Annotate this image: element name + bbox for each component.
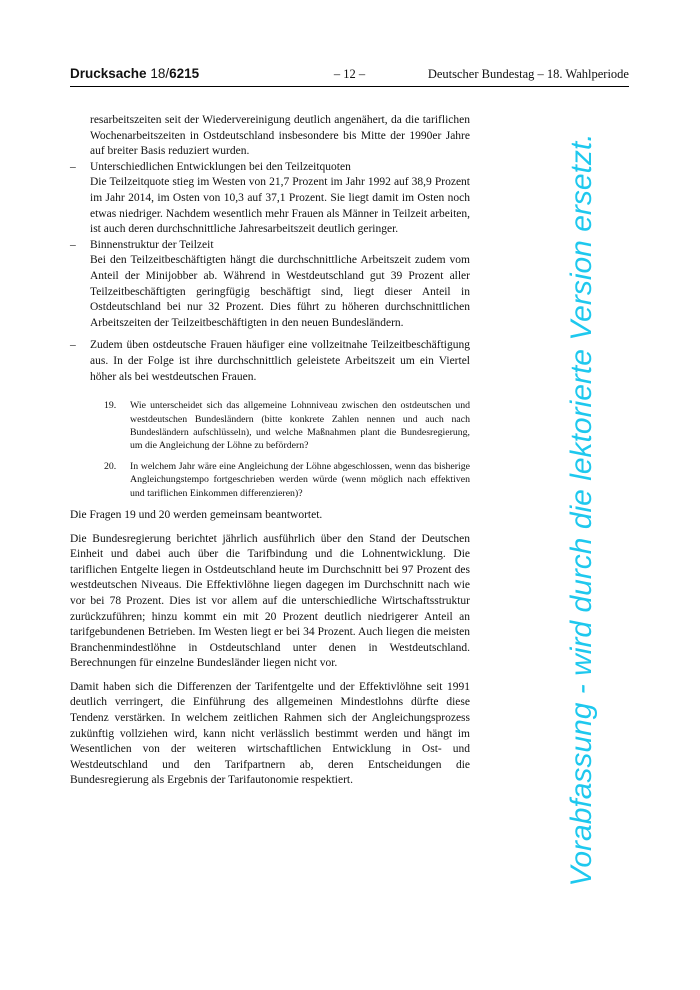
list-item [70, 338, 470, 385]
doc-number-prefix: 18/ [150, 66, 170, 81]
list-item-text: Die Teilzeitquote stieg im Westen von 21,7 Prozent im Jahr 1992 auf 38,9 Prozent im Jahr 2014, im Osten von 10,3 auf 37,1 Prozent. Sie liegt damit im Osten noch etwas niedriger. Nachdem wesentlich mehr Frauen als Männer in Teilzeit arbeiten, ist auch deren durchschnittliche Jahresarbeitszeit deutlich geringer. [90, 176, 470, 236]
answer-intro: Die Fragen 19 und 20 werden gemeinsam beantwortet. [70, 508, 323, 521]
doc-label: Drucksache [70, 66, 147, 81]
question-number: 19. [104, 400, 117, 412]
dash-bullet: – [70, 160, 76, 173]
list-item [70, 160, 470, 238]
question-text: Wie unterscheidet sich das allgemeine Lohnniveau zwischen den ostdeutschen und westdeutschen Bundesländern (bitte konkrete Zahlen nennen und auch nach Bundesländern aufschlüsseln), und welche Maßnahmen plant die Bundesregierung, um die Angleichung der Löhne zu befördern? [130, 400, 470, 452]
doc-number: 6215 [169, 66, 200, 81]
intro-continuation: resarbeitszeiten seit der Wiedervereinigung deutlich angenähert, da die tariflichen Wochenarbeitszeiten in Ostdeutschland insbesondere bis Mitte der 1990er Jahre auf breiter Basis reduziert wurden. [90, 114, 470, 158]
list-item-title: Unterschiedlichen Entwicklungen bei den Teilzeitquoten [90, 160, 351, 173]
questions-block [104, 399, 470, 500]
draft-watermark: Vorabfassung - wird durch die lektorierte Version ersetzt. [565, 133, 598, 887]
dash-bullet: – [70, 238, 76, 251]
question [104, 460, 470, 500]
question-number: 20. [104, 460, 117, 472]
page-header [70, 66, 629, 87]
question [104, 399, 470, 453]
answer-paragraph: Damit haben sich die Differenzen der Tarifentgelte und der Effektivlöhne seit 1991 deutlich verringert, die Einführung des allgemeinen Mindestlohns dürfte diese Tendenz verstärken. In welchem zeitlichen Rahmen sich der Angleichungsprozess zukünftig vollziehen wird, kann nicht verlässlich bestimmt werden und hängt im Wesentlichen von der weiteren wirtschaftlichen Entwicklung in Ost- und Westdeutschland und den Tarifpartnern ab, deren Entscheidungen die Bundesregierung als Ergebnis der Tarifautonomie respektiert. [70, 680, 470, 787]
dash-bullet: – [70, 339, 76, 352]
page-number: – 12 – [333, 67, 366, 81]
list-item [70, 238, 470, 332]
list-item-title: Binnenstruktur der Teilzeit [90, 238, 214, 251]
legislative-period: Deutscher Bundestag – 18. Wahlperiode [427, 67, 629, 81]
question-text: In welchem Jahr wäre eine Angleichung der Löhne abgeschlossen, wenn das bisherige Angleichungstempo fortgeschrieben werden würde (wenn möglich nach effektiven und tariflichen Einkommen differenzieren)? [130, 460, 470, 499]
list-item-text: Bei den Teilzeitbeschäftigten hängt die durchschnittliche Arbeitszeit zudem vom Anteil der Minijobber ab. Während in Westdeutschland gut 39 Prozent aller Teilzeitbeschäftigten geringfügig beschäftigt sind, liegt dieser Anteil in Ostdeutschland bei nur 32 Prozent. Dies führt zu höheren durchschnittlichen Arbeitszeiten der Teilzeitbeschäftigten in den neuen Bundesländern. [90, 254, 470, 329]
main-content [70, 113, 470, 789]
list-item-text: Zudem üben ostdeutsche Frauen häufiger eine vollzeitnahe Teilzeitbeschäftigung aus. In der Folge ist ihre durchschnittlich geleistete Arbeitszeit um ein Viertel höher als bei westdeutschen Frauen. [90, 339, 470, 383]
answer-paragraph: Die Bundesregierung berichtet jährlich ausführlich über den Stand der Deutschen Einheit und dabei auch über die Tarifbindung und die Lohnentwicklung. Die tariflichen Entgelte liegen in Ostdeutschland heute im Durchschnitt bei 97 Prozent des westdeutschen Niveaus. Die Effektivlöhne liegen dagegen im Durchschnitt nach wie vor bei 78 Prozent. Dies ist vor allem auf die unterschiedliche Wirtschaftsstruktur zurückzuführen; hinzu kommt ein mit 20 Prozent deutlich niedrigerer Anteil an tarifgebundenen Betrieben. Im Westen liegt er bei 34 Prozent. Auch liegen die meisten Branchenmindestlöhne in Ostdeutschland unter denen in Westdeutschland. Berechnungen für einzelne Bundesländer liegen nicht vor. [70, 532, 470, 670]
